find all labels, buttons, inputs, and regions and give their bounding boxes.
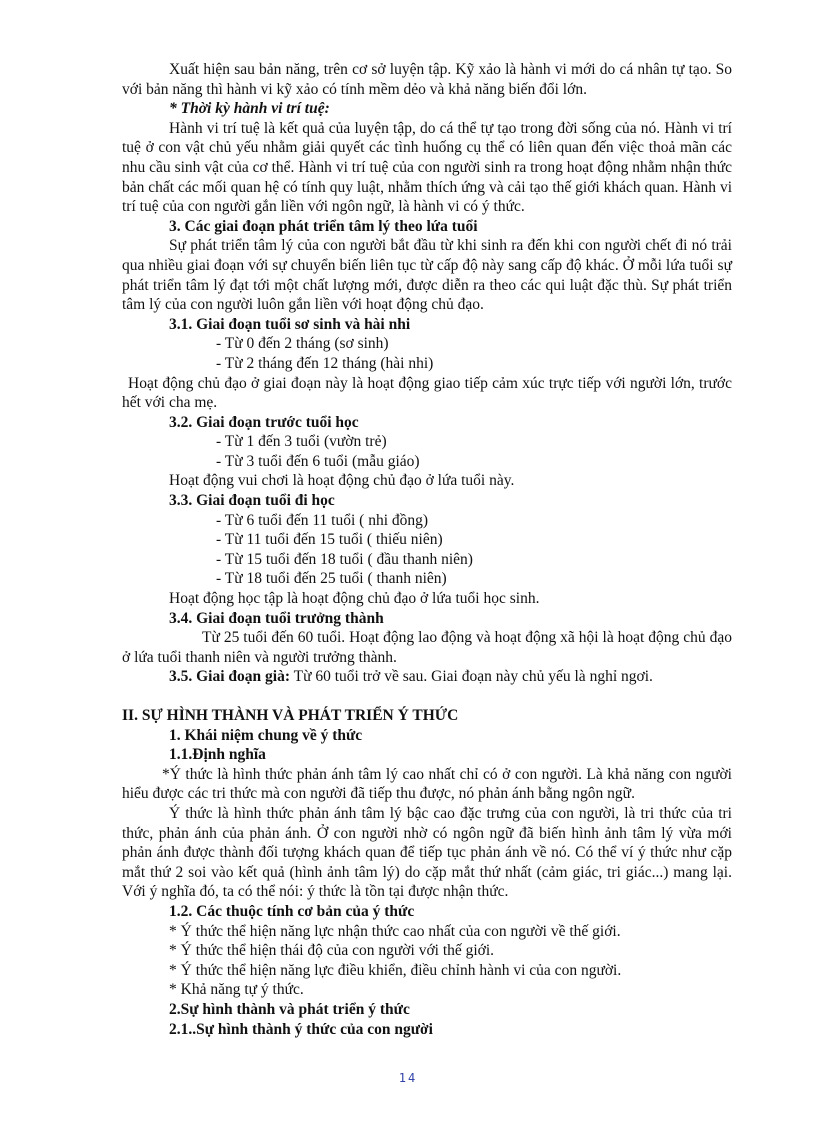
paragraph-text: Từ 60 tuổi trở về sau. Giai đoạn này chủ yếu là nghỉ ngơi. [290,668,653,686]
heading-3-4: 3.4. Giai đoạn tuổi trưởng thành [169,609,384,627]
list-item: - Từ 11 tuổi đến 15 tuổi ( thiếu niên) [216,531,443,549]
heading-2-1: 2.1..Sự hình thành ý thức của con người [169,1020,433,1038]
list-item: * Ý thức thể hiện năng lực nhận thức cao nhất của con người về thế giới. [169,922,621,940]
list-item: - Từ 0 đến 2 tháng (sơ sinh) [216,335,389,353]
heading-1-1: 1.1.Định nghĩa [169,746,266,764]
heading-1-2: 1.2. Các thuộc tính cơ bản của ý thức [169,902,415,920]
heading-3: 3. Các giai đoạn phát triển tâm lý theo lứa tuổi [169,217,478,235]
list-item: - Từ 15 tuổi đến 18 tuổi ( đầu thanh niên) [216,550,473,568]
heading-3-1: 3.1. Giai đoạn tuổi sơ sinh và hài nhi [169,315,411,333]
page-number: 14 [398,1071,418,1085]
paragraph: Sự phát triển tâm lý của con người bắt đầu từ khi sinh ra đến khi con người chết đi nó trải qua nhiều giai đoạn với sự chuyển biến liên tục từ cấp độ này sang cấp độ khác. Ở mỗi lứa tuổi sự phát triển tâm lý đạt tới một chất lượng mới, được diễn ra theo các qui luật đặc thù. Sự phát triển tâm lý của con người luôn gắn liền với hoạt động chủ đạo. [122,237,732,314]
heading-1: 1. Khái niệm chung về ý thức [169,726,363,744]
list-item: * Khả năng tự ý thức. [169,981,304,999]
heading-3-5: 3.5. Giai đoạn già: [169,668,291,686]
list-item: - Từ 6 tuổi đến 11 tuổi ( nhi đồng) [216,511,429,529]
paragraph: Xuất hiện sau bản năng, trên cơ sở luyện tập. Kỹ xảo là hành vi mới do cá nhân tự tạo. So với bản năng thì hành vi kỹ xảo có tính mềm dẻo và khả năng biến đổi lớn. [122,61,732,98]
list-item: - Từ 2 tháng đến 12 tháng (hài nhi) [216,354,434,372]
heading-2: 2.Sự hình thành và phát triển ý thức [169,1000,410,1018]
paragraph: Hoạt động học tập là hoạt động chủ đạo ở lứa tuổi học sinh. [169,590,540,608]
list-item: * Ý thức thể hiện năng lực điều khiển, điều chỉnh hành vi của con người. [169,961,622,979]
paragraph: Từ 25 tuổi đến 60 tuổi. Hoạt động lao động và hoạt động xã hội là hoạt động chủ đạo ở lứa tuổi thanh niên và người trưởng thành. [122,629,732,666]
paragraph: Hoạt động chủ đạo ở giai đoạn này là hoạt động giao tiếp cảm xúc trực tiếp với người lớn, trước hết với cha mẹ. [122,374,732,412]
subheading-tritue: * Thời kỳ hành vi trí tuệ: [169,100,330,118]
paragraph: Hoạt động vui chơi là hoạt động chủ đạo ở lứa tuổi này. [169,472,515,490]
paragraph: *Ý thức là hình thức phản ánh tâm lý cao nhất chỉ có ở con người. Là khả năng con người hiểu được các tri thức mà con người đã tiếp thu được, nó phản ánh bằng ngôn ngữ. [122,765,732,803]
paragraph-3-5 [122,667,732,687]
list-item: - Từ 18 tuổi đến 25 tuổi ( thanh niên) [216,570,447,588]
document-page [122,60,732,1039]
paragraph: Hành vi trí tuệ là kết quả của luyện tập, do cá thể tự tạo trong đời sống của nó. Hành vi trí tuệ ở con vật chủ yếu nhằm giải quyết các tình huống cụ thể có liên quan đến việc thoả mãn các nhu cầu sinh vật của cơ thể. Hành vi trí tuệ của con người sinh ra trong hoạt động nhằm nhận thức bản chất các mối quan hệ có tính quy luật, nhằm thích ứng và cải tạo thế giới khách quan. Hành vi trí tuệ của con người gắn liền với ngôn ngữ, là hành vi có ý thức. [122,119,732,216]
paragraph: Ý thức là hình thức phản ánh tâm lý bậc cao đặc trưng của con người, là tri thức của tri thức, phản ánh của phản ánh. Ở con người nhờ có ngôn ngữ đã biến hình ảnh tâm lý vừa mới phản ánh được thành đối tượng khách quan để tiếp tục phản ánh về nó. Có thể ví ý thức như cặp mắt thứ 2 soi vào kết quả (hình ảnh tâm lý) do cặp mắt thứ nhất (cảm giác, tri giác...) mang lại. Với ý nghĩa đó, ta có thể nói: ý thức là tồn tại được nhận thức. [122,804,732,901]
list-item: - Từ 3 tuổi đến 6 tuổi (mẫu giáo) [216,452,420,470]
heading-3-2: 3.2. Giai đoạn trước tuổi học [169,413,359,431]
heading-3-3: 3.3. Giai đoạn tuổi đi học [169,492,335,510]
list-item: - Từ 1 đến 3 tuổi (vườn trẻ) [216,433,387,451]
section-heading-ii: II. SỰ HÌNH THÀNH VÀ PHÁT TRIỂN Ý THỨC [122,707,459,724]
list-item: * Ý thức thể hiện thái độ của con người với thế giới. [169,942,495,960]
